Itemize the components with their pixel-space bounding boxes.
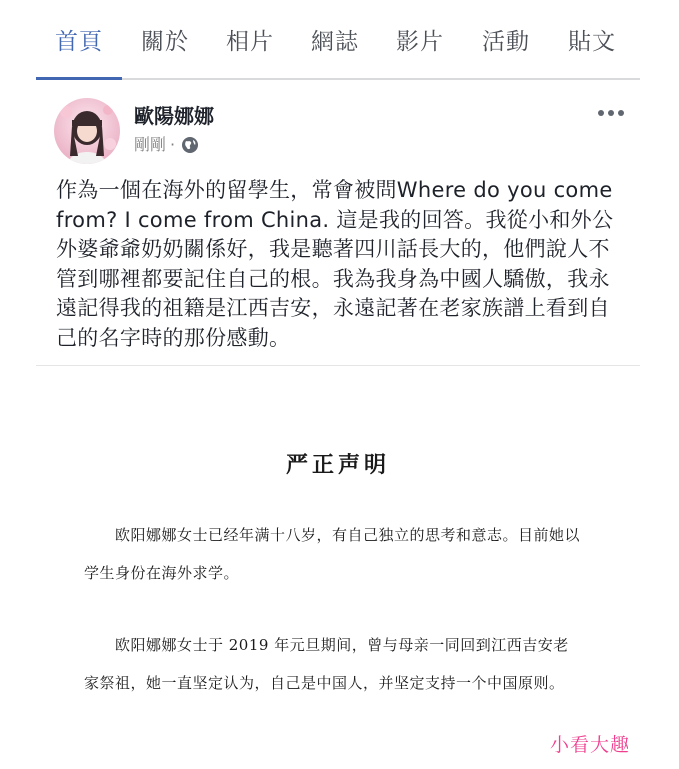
profile-tab-bar	[36, 0, 640, 80]
globe-icon	[181, 136, 199, 154]
tab-photos[interactable]: 相片	[226, 29, 274, 55]
post	[36, 80, 640, 366]
post-text: 作為一個在海外的留學生，常會被問Where do you come from? I come from China. 這是我的回答。我從小和外公外婆爺爺奶奶關係好，我是聽著四川話長大的，他們說人不管到哪裡都要記住自己的根。我為我身為中國人驕傲，我永遠記得我的祖籍是江西吉安，永遠記著在老家族譜上看到自己的名字時的那份感動。	[56, 178, 614, 350]
tab-videos[interactable]: 影片	[396, 29, 444, 55]
post-meta	[134, 134, 199, 156]
statement-paragraph-2: 欧阳娜娜女士于 2019 年元旦期间，曾与母亲一同回到江西吉安老家祭祖，她一直坚定认为，自己是中国人，并坚定支持一个中国原则。	[84, 636, 569, 692]
tab-about[interactable]: 關於	[141, 29, 189, 55]
tab-notes[interactable]: 網誌	[311, 29, 359, 55]
tab-home[interactable]: 首頁	[55, 29, 103, 55]
statement-paragraph-1: 欧阳娜娜女士已经年满十八岁，有自己独立的思考和意志。目前她以学生身份在海外求学。	[84, 526, 581, 582]
tab-events[interactable]: 活動	[482, 29, 530, 55]
avatar[interactable]	[54, 98, 120, 164]
tab-posts[interactable]: 貼文	[568, 29, 616, 55]
watermark-text: 小看大趣	[549, 734, 630, 756]
meta-separator: ·	[170, 135, 176, 154]
post-author-name[interactable]: 歐陽娜娜	[134, 104, 214, 128]
more-options-icon[interactable]	[598, 110, 624, 116]
statement-title: 严正声明	[285, 452, 390, 478]
statement-image	[36, 366, 640, 769]
post-timestamp[interactable]: 剛剛	[134, 135, 167, 154]
